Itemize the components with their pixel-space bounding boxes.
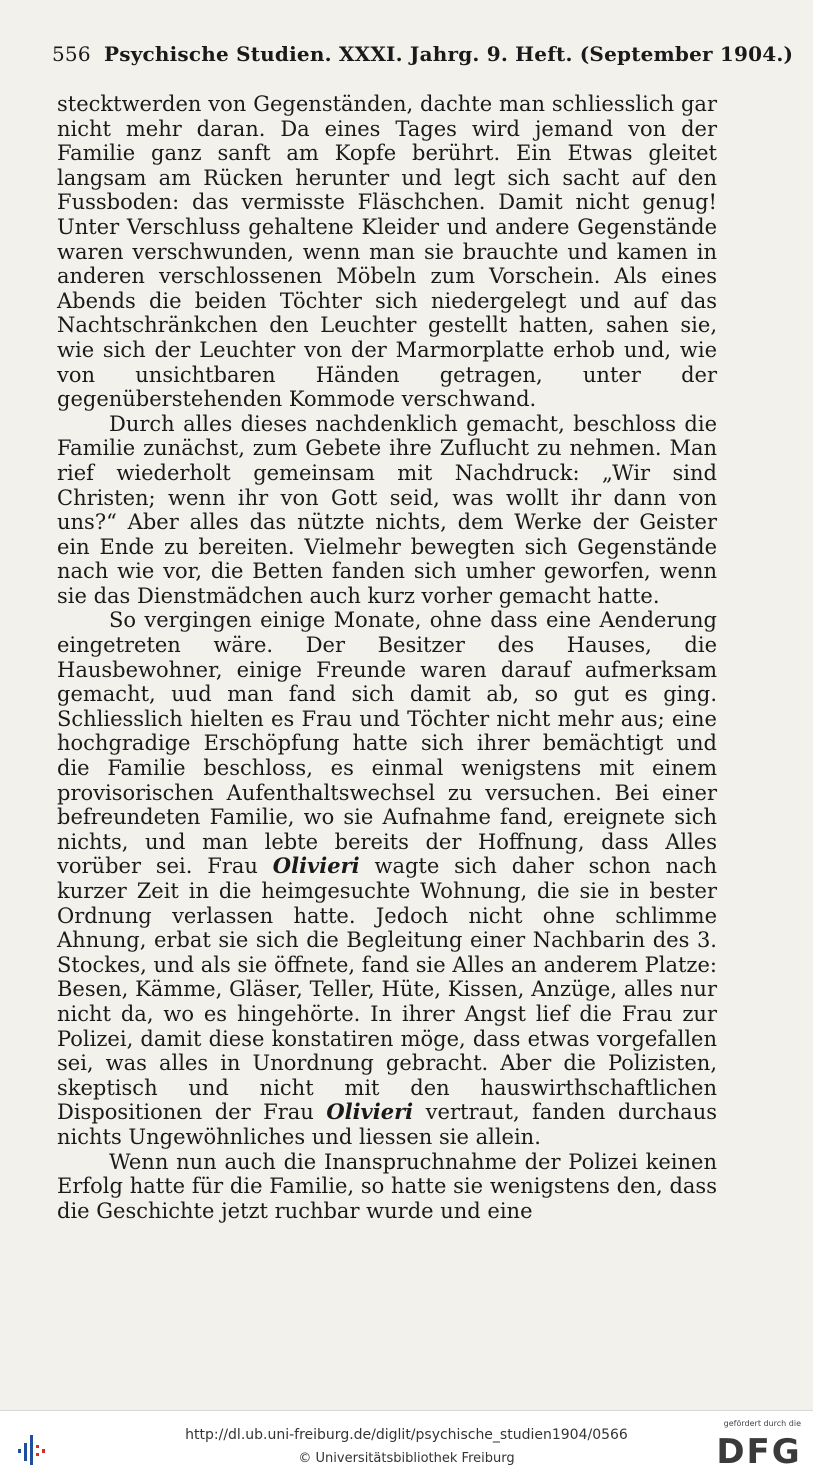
running-header	[52, 42, 794, 72]
source-url[interactable]: http://dl.ub.uni-freiburg.de/diglit/psychische_studien1904/0566	[185, 1427, 628, 1443]
body-paragraph	[57, 1150, 717, 1224]
dfg-logo-text: DFG	[716, 1432, 802, 1469]
running-title: Psychische Studien. XXXI. Jahrg. 9. Heft. (September 1904.)	[104, 42, 794, 66]
emphasized-name: Olivieri	[326, 1099, 414, 1125]
body-paragraph	[57, 608, 717, 1149]
page-number: 556	[52, 42, 91, 66]
text-segment: wagte sich daher schon nach kurzer Zeit in die heimgesuchte Wohnung, die sie in bester Ordnung verlassen hatte. Jedoch nicht ohne schlimme Ahnung, erbat sie sich die Begleitung einer Nachbarin des 3. Stockes, und als sie öffnete, fand sie Alles an anderem Platze: Besen, Kämme, Gläser, Teller, Hüte, Kissen, Anzüge, alles nur nicht da, wo es hingehörte. In ihrer Angst lief die Frau zur Polizei, damit diese konstatiren möge, dass etwas vorgefallen sei, was alles in Unordnung gebracht. Aber die Polizisten, skeptisch und nicht mit den hauswirthschaftlichen Dispositionen der Frau	[57, 854, 717, 1125]
funding-note: gefördert durch die	[723, 1419, 801, 1428]
text-segment: Durch alles dieses nachdenklich gemacht, beschloss die Familie zunächst, zum Gebete ihre Zuflucht zu nehmen. Man rief wiederholt gemeinsam mit Nachdruck: „Wir sind Christen; wenn ihr von Gott seid, was wollt ihr dann von uns?“ Aber alles das nützte nichts, dem Werke der Geister ein Ende zu bereiten. Vielmehr bewegten sich Gegenstände nach wie vor, die Betten fanden sich umher geworfen, wenn sie das Dienstmädchen auch kurz vorher gemacht hatte.	[57, 411, 717, 608]
body-text	[57, 92, 717, 1223]
emphasized-name: Olivieri	[272, 853, 360, 879]
copyright-notice: © Universitätsbibliothek Freiburg	[298, 1451, 515, 1466]
text-segment: Wenn nun auch die Inanspruchnahme der Polizei keinen Erfolg hatte für die Familie, so hatte sie wenigstens den, dass die Geschichte jetzt ruchbar wurde und eine	[57, 1149, 717, 1223]
body-paragraph	[57, 412, 717, 609]
text-segment: So vergingen einige Monate, ohne dass eine Aenderung eingetreten wäre. Der Besitzer des Hauses, die Hausbewohner, einige Freunde waren darauf aufmerksam gemacht, uud man fand sich damit ab, so gut es ging. Schliesslich hielten es Frau und Töchter nicht mehr aus; eine hochgradige Erschöpfung hatte sich ihrer bemächtigt und die Familie beschloss, es einmal wenigstens mit einem provisorischen Aufenthaltswechsel zu versuchen. Bei einer befreundeten Familie, wo sie Aufnahme fand, ereignete sich nichts, und man lebte bereits der Hoffnung, dass Alles vorüber sei. Frau	[57, 608, 717, 879]
text-segment: stecktwerden von Gegenständen, dachte man schliesslich gar nicht mehr daran. Da eines Tages wird jemand von der Familie ganz sanft am Kopfe berührt. Ein Etwas gleitet langsam am Rücken herunter und legt sich sacht auf den Fussboden: das vermisste Fläschchen. Damit nicht genug! Unter Verschluss gehaltene Kleider und andere Gegenstände waren verschwunden, wenn man sie brauchte und kamen in anderen verschlossenen Möbeln zum Vorschein. Als eines Abends die beiden Töchter sich niedergelegt und auf das Nachtschränkchen den Leuchter gestellt hatten, sahen sie, wie sich der Leuchter von der Marmorplatte erhob und, wie von unsichtbaren Händen getragen, unter der gegenüberstehenden Kommode verschwand.	[57, 92, 717, 412]
body-paragraph	[57, 92, 717, 412]
viewer-footer	[0, 1410, 813, 1474]
text-segment: vertraut, fanden durchaus nichts Ungewöhnliches und liessen sie allein.	[57, 1100, 717, 1149]
dfg-logo	[715, 1431, 803, 1469]
